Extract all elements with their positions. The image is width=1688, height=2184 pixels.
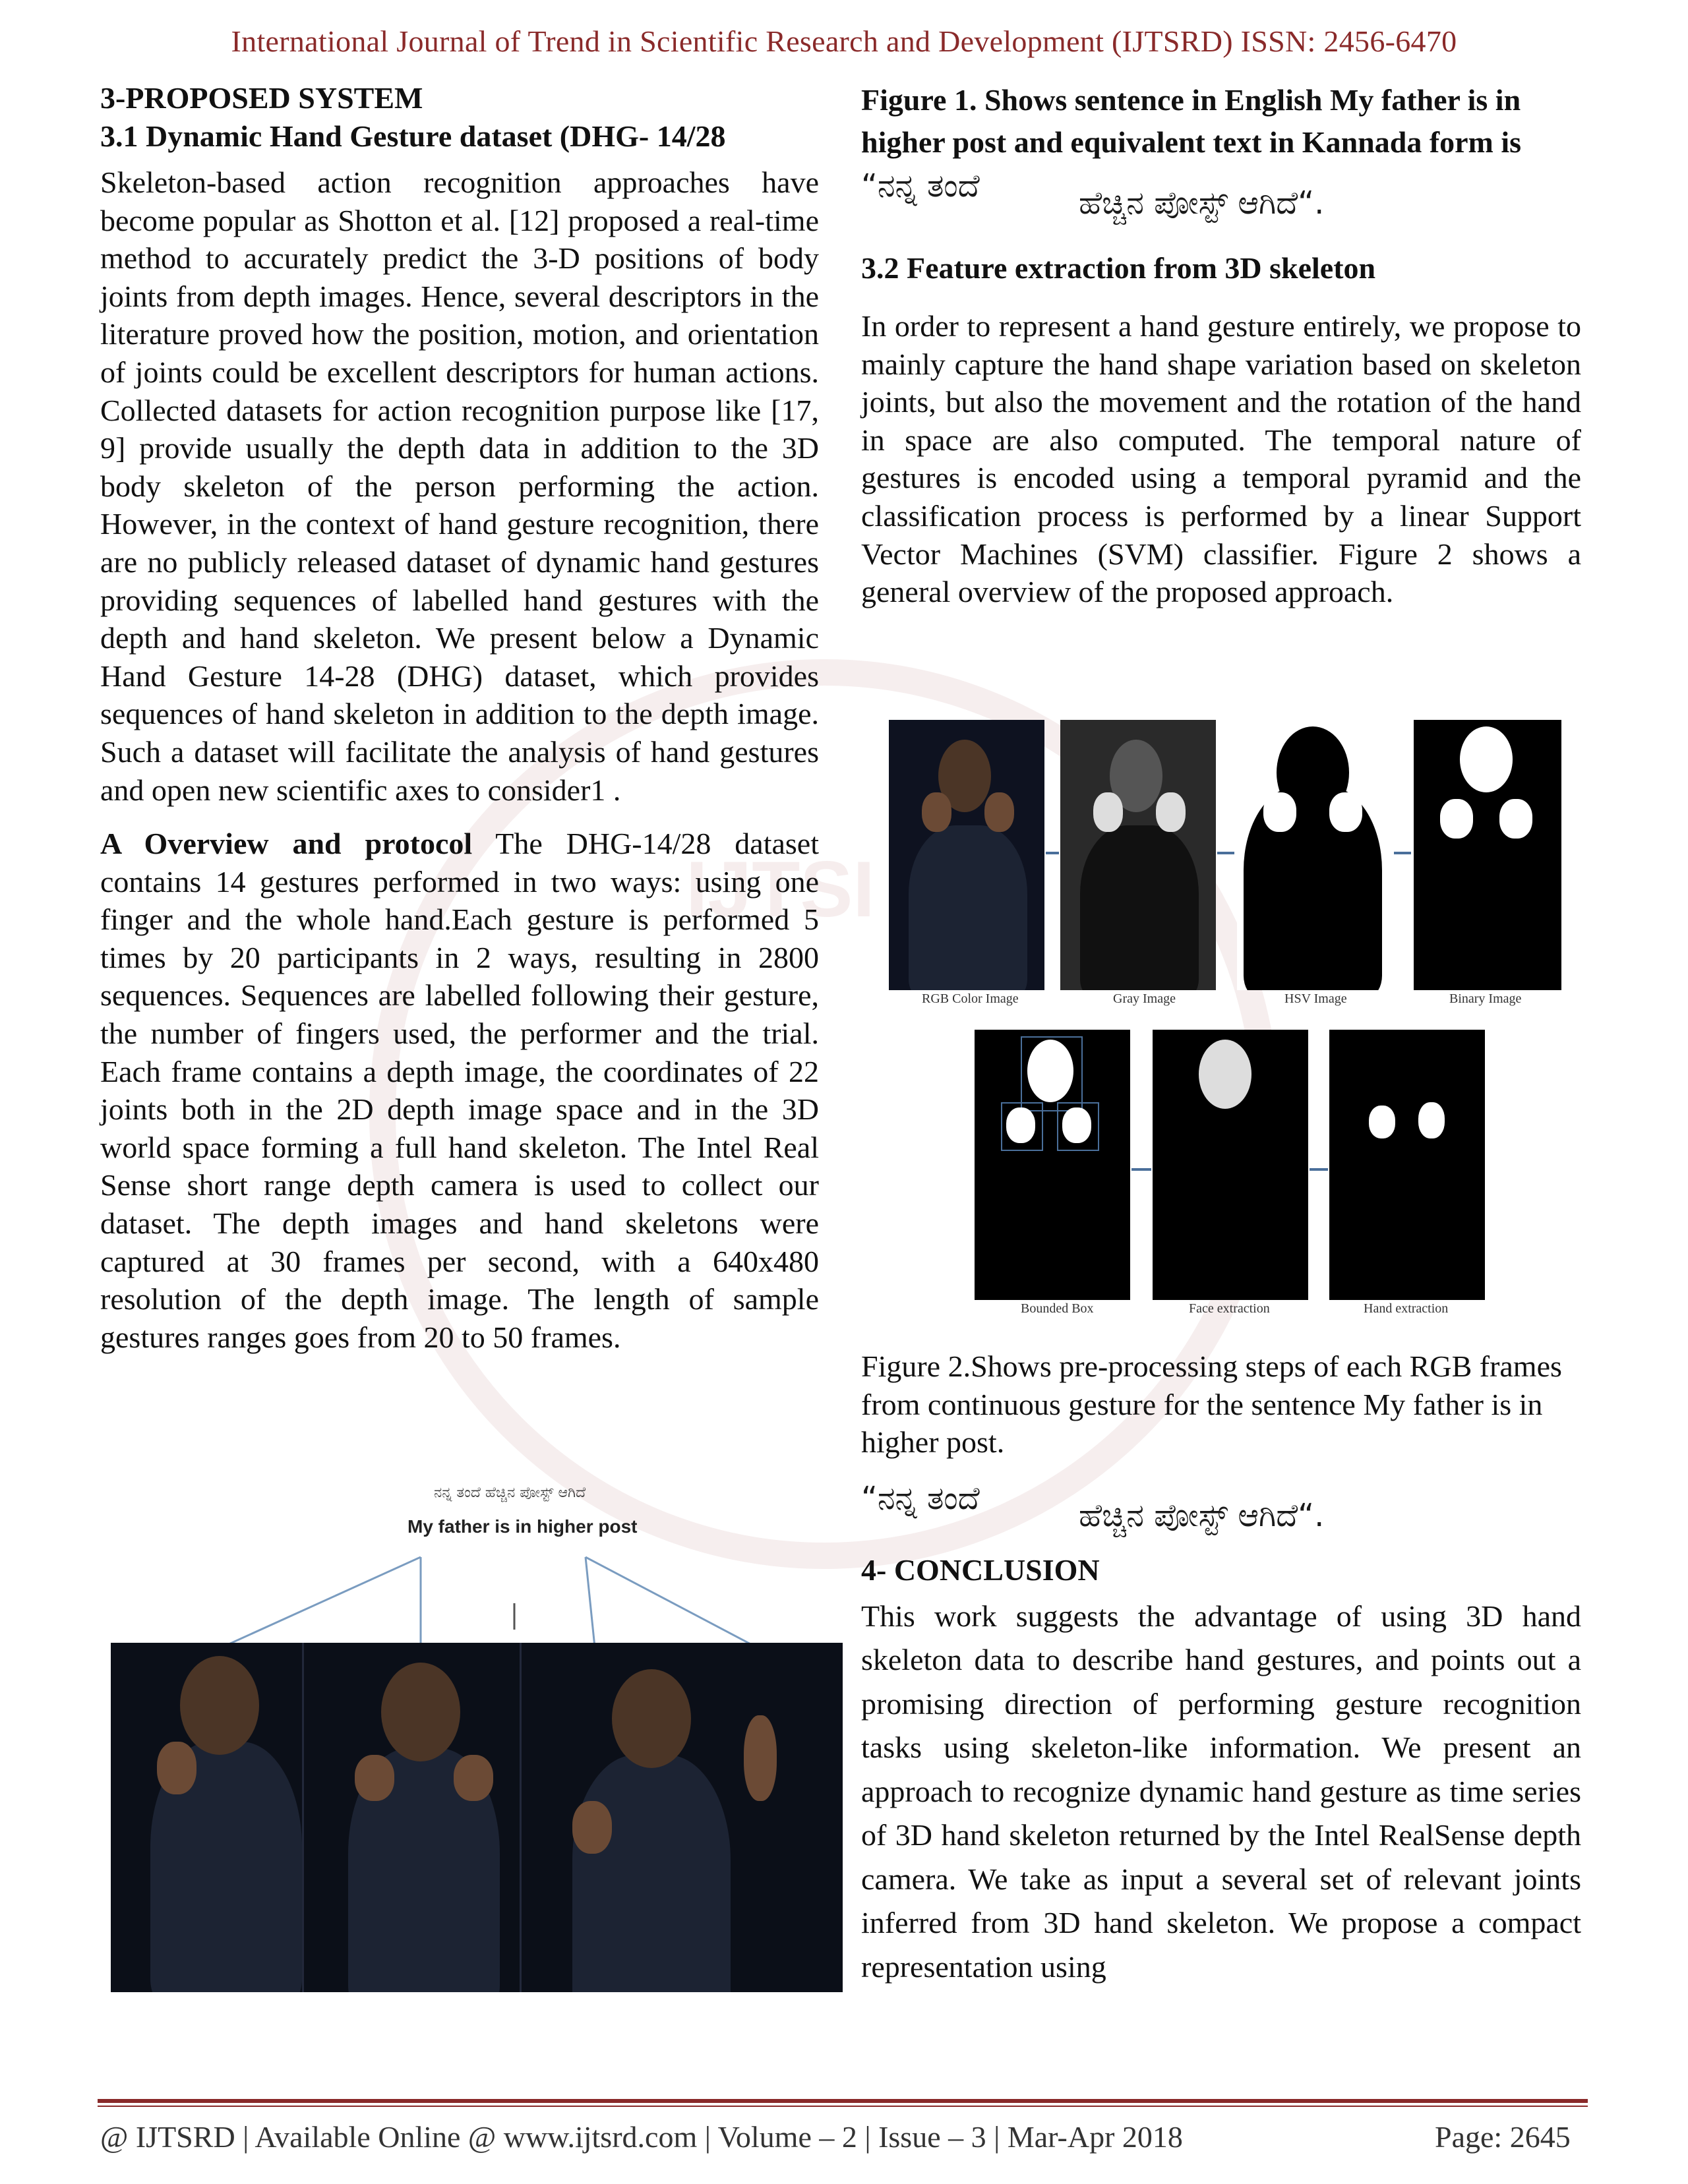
arrow-3 bbox=[1394, 852, 1411, 854]
arrow-5 bbox=[1310, 1168, 1328, 1171]
paragraph-feature-extraction: In order to represent a hand gesture entirely, we propose to mainly capture the hand shape variation based on skeleton joints, but also the movement and the rotation of the hand in space are also computed. The temporal nature of gestures is encoded using a temporal pyramid and the classification process is performed by a linear Support Vector Machines (SVM) classifier. Figure 2 shows a general overview of the proposed approach. bbox=[861, 309, 1581, 609]
face-extraction-image bbox=[1153, 1030, 1308, 1300]
kannada-part-1: “ನನ್ನ ತಂದೆ bbox=[861, 167, 980, 204]
right-column-lower bbox=[861, 1347, 1581, 1989]
footer-rule-thick bbox=[98, 2099, 1588, 2103]
section-title: 3-PROPOSED SYSTEM bbox=[100, 81, 423, 115]
kannada-part-3: “ನನ್ನ ತಂದೆ bbox=[861, 1479, 980, 1517]
hsv-image bbox=[1237, 720, 1393, 990]
label-hand: Hand extraction bbox=[1364, 1301, 1449, 1316]
kannada-part-2: ಹೆಚ್ಚಿನ ಪೋಸ್ಟ್ ಆಗಿದೆ“. bbox=[1079, 185, 1325, 221]
figure-1-caption: Figure 1. Shows sentence in English My father is in higher post and equivalent text in Kannada form is bbox=[861, 83, 1522, 159]
label-binary: Binary Image bbox=[1449, 991, 1522, 1006]
label-hsv: HSV Image bbox=[1284, 991, 1347, 1006]
figure-2-caption: Figure 2.Shows pre-processing steps of each RGB frames from continuous gesture for the sentence My father is in higher post. bbox=[861, 1349, 1562, 1460]
conclusion-title: 4- CONCLUSION bbox=[861, 1552, 1100, 1587]
arrow-4 bbox=[1131, 1168, 1151, 1171]
footer-rule-thin bbox=[98, 2106, 1588, 2107]
page-number: Page: 2645 bbox=[1435, 2120, 1571, 2154]
figure-english-text: My father is in higher post bbox=[407, 1516, 638, 1537]
subsection-title-3-1: 3.1 Dynamic Hand Gesture dataset (DHG- 14/28 bbox=[100, 119, 726, 153]
label-face: Face extraction bbox=[1189, 1301, 1270, 1316]
preprocessing-figure bbox=[889, 720, 1568, 1320]
label-bounded: Bounded Box bbox=[1021, 1301, 1094, 1316]
kannada-part-4: ಹೆಚ್ಚಿನ ಪೋಸ್ಟ್ ಆಗಿದೆ“. bbox=[1079, 1496, 1325, 1534]
gray-image bbox=[1060, 720, 1216, 990]
kannada-sentence-1 bbox=[861, 167, 1581, 220]
subsection-title-3-2: 3.2 Feature extraction from 3D skeleton bbox=[861, 251, 1376, 285]
arrow-1 bbox=[1046, 852, 1059, 854]
paragraph-overview bbox=[100, 825, 819, 1356]
gesture-sequence-figure bbox=[111, 1485, 843, 1992]
left-column bbox=[100, 79, 819, 1356]
conclusion-text: This work suggests the advantage of using 3D hand skeleton data to describe hand gestures, and points out a promising direction of performing gesture recognition tasks using skeleton-like information. We present an approach to recognize dynamic hand gesture as time series of 3D hand skeleton returned by the Intel RealSense depth camera. We take as input a several set of relevant joints inferred from 3D hand skeleton. We propose a compact representation using bbox=[861, 1599, 1581, 1984]
arrow-2 bbox=[1217, 852, 1234, 854]
rgb-color-image bbox=[889, 720, 1044, 990]
paragraph-dhg: Skeleton-based action recognition approaches have become popular as Shotton et al. [12] proposed a real-time method to accurately predict the 3-D positions of body joints from depth images. Hence, several descriptors in the literature proved how the position, motion, and orientation of joints could be excellent descriptors for human actions. Collected datasets for action recognition purpose like [17, 9] provide usually the depth data in addition to the 3D body skeleton of the person performing the action. However, in the context of hand gesture recognition, there are no publicly released dataset of dynamic hand gestures providing sequences of labelled hand gestures with the depth and hand skeleton. We present below a Dynamic Hand Gesture 14-28 (DHG) dataset, which provides sequences of hand skeleton in addition to the depth image. Such a dataset will facilitate the analysis of hand gestures and open new scientific axes to consider1 . bbox=[100, 165, 819, 807]
overview-lead: A Overview and protocol bbox=[100, 827, 473, 861]
footer-info: @ IJTSRD | Available Online @ www.ijtsrd.com | Volume – 2 | Issue – 3 | Mar-Apr 2018 bbox=[100, 2120, 1183, 2154]
label-gray: Gray Image bbox=[1113, 991, 1176, 1006]
gesture-frame-photo bbox=[111, 1643, 843, 1992]
bounded-box-image bbox=[975, 1030, 1130, 1300]
ijtsrd-watermark: IJTSI bbox=[686, 845, 875, 933]
label-rgb: RGB Color Image bbox=[922, 991, 1019, 1006]
figure-kannada-text: ನನ್ನ ತಂದೆ ಹೆಚ್ಚಿನ ಪೋಸ್ಟ್ ಆಗಿದೆ bbox=[434, 1485, 586, 1501]
kannada-sentence-2 bbox=[861, 1480, 1581, 1533]
right-column bbox=[861, 79, 1581, 611]
binary-image bbox=[1414, 720, 1561, 990]
journal-header: International Journal of Trend in Scientific Research and Development (IJTSRD) ISSN: 2456-6470 bbox=[231, 24, 1457, 58]
overview-text: The DHG-14/28 dataset contains 14 gestures performed in two ways: using one finger and the whole hand.Each gesture is performed 5 times by 20 participants in 2 ways, resulting in 2800 sequences. Sequences are labelled following their gesture, the number of fingers used, the performer and the trial. Each frame contains a depth image, the coordinates of 22 joints both in the 2D depth image space and in the 3D world space forming a full hand skeleton. The Intel Real Sense short range depth camera is used to collect our dataset. The depth images and hand skeletons were captured at 30 frames per second, with a 640x480 resolution of the depth image. The length of sample gestures ranges goes from 20 to 50 frames. bbox=[100, 827, 819, 1354]
hand-extraction-image bbox=[1329, 1030, 1485, 1300]
